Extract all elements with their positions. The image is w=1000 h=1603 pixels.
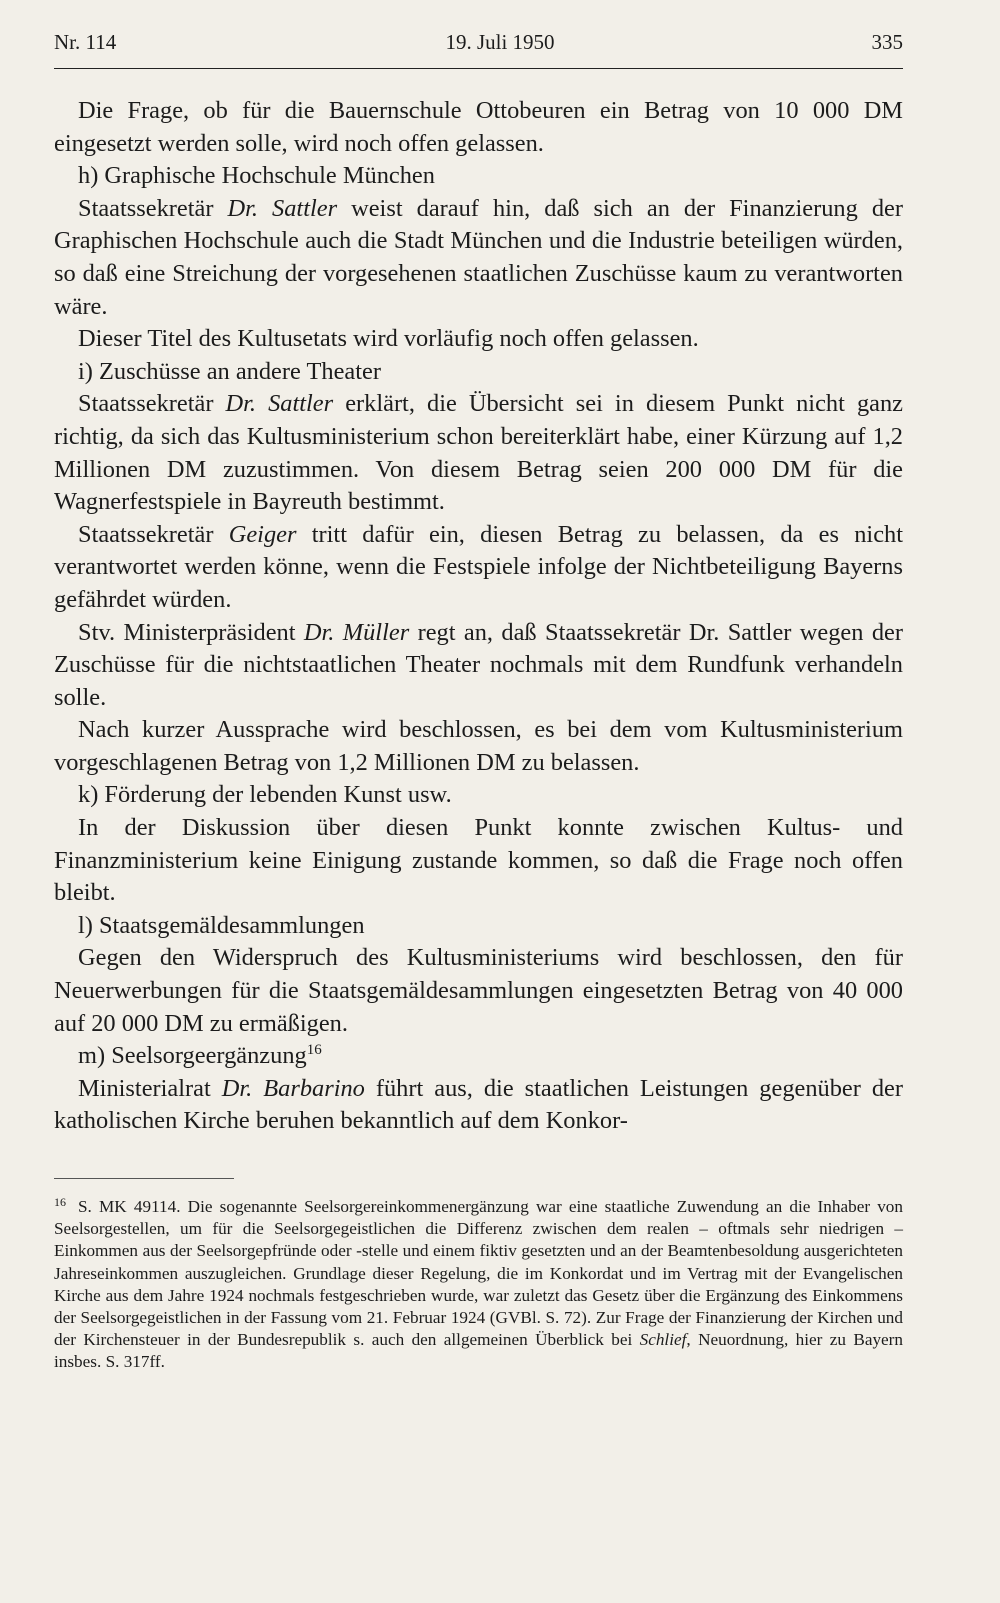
person-name: Dr. Müller — [303, 618, 410, 646]
person-name: Dr. Sattler — [225, 390, 334, 418]
paragraph — [54, 714, 903, 779]
footnote-text: S. MK 49114. Die sogenannte Seelsorgereinkommenergänzung war eine staatliche Zuwendung an die Inhaber von Seelsorgestellen, um für die Seelsorgegeistlichen die Differenz zwischen dem realen – oftmals sehr niedrigen – Einkommen aus der Seelsorgepfründe oder -stelle und einem fiktiv gesetzten und an der Beamtenbesoldung ausgerichteten Jahreseinkommen auszugleichen. Grundlage dieser Regelung, die im Konkordat und im Vertrag mit der Evangelischen Kirche aus dem Jahre 1924 nochmals festgeschrieben wurde, war zuletzt das Gesetz über die Ergänzung des Einkommens der Seelsorgegeistlichen in der Fassung vom 21. Februar 1924 (GVBl. S. 72). Zur Frage der Finanzierung der Kirchen und der Kirchensteuer in der Bundesrepublik s. auch den allgemeinen Überblick bei — [54, 1197, 903, 1350]
paragraph — [54, 1073, 903, 1138]
paragraph — [54, 1040, 903, 1073]
paragraph — [54, 388, 903, 518]
person-name: Dr. Sattler — [227, 194, 338, 222]
paragraph — [54, 519, 903, 617]
running-header — [54, 0, 903, 64]
footnote-number: 16 — [54, 1195, 66, 1209]
paragraph — [54, 193, 903, 323]
text-run: erklärt, die Übersicht sei in diesem Punkt nicht ganz richtig, da sich das Kultusministerium schon bereiterklärt habe, einer Kürzung auf 1,2 Millionen DM zuzustimmen. Von diesem Betrag seien 200 000 DM für die Wagnerfestspiele in Bayreuth bestimmt. — [54, 390, 903, 516]
paragraph — [54, 323, 903, 356]
person-name: Dr. Barbarino — [221, 1074, 365, 1102]
text-run: tritt dafür ein, diesen Betrag zu belassen, da es nicht verantwortet werden könne, wenn die Festspiele infolge der Nichtbeteiligung Bayerns gefährdet würden. — [54, 520, 903, 613]
text-run: Staatssekretär — [78, 390, 226, 418]
paragraph — [54, 356, 903, 389]
paragraph — [54, 910, 903, 943]
text-run: l) Staatsgemäldesammlungen — [78, 911, 365, 939]
text-run: Staatssekretär — [78, 194, 228, 222]
text-run: Dieser Titel des Kultusetats wird vorläufig noch offen gelassen. — [78, 325, 699, 353]
paragraph — [54, 942, 903, 1040]
text-run: führt aus, die staatlichen Leistungen gegenüber der katholischen Kirche beruhen bekanntlich auf dem Konkor- — [54, 1074, 903, 1135]
text-run: Stv. Ministerpräsident — [78, 618, 304, 646]
text-run: regt an, daß Staatssekretär Dr. Sattler wegen der Zuschüsse für die nichtstaatlichen Theater nochmals mit dem Rundfunk verhandeln solle. — [54, 618, 903, 711]
text-run: h) Graphische Hochschule München — [78, 162, 435, 190]
paragraph — [54, 95, 903, 160]
issue-number: Nr. 114 — [54, 30, 117, 54]
person-name: Geiger — [228, 520, 297, 548]
footnotes — [54, 1191, 903, 1374]
header-rule — [54, 68, 903, 69]
text-run: Nach kurzer Aussprache wird beschlossen, es bei dem vom Kultusministerium vorgeschlagenen Betrag von 1,2 Millionen DM zu belassen. — [54, 716, 903, 776]
text-run: i) Zuschüsse an andere Theater — [78, 357, 381, 385]
text-run: In der Diskussion über diesen Punkt konnte zwischen Kultus- und Finanzministerium keine Einigung zustande kommen, so daß die Frage noch offen bleibt. — [54, 814, 903, 907]
session-date: 19. Juli 1950 — [445, 30, 555, 54]
paragraph — [54, 812, 903, 910]
text-run: Staatssekretär — [78, 520, 229, 548]
text-run: m) Seelsorgeergänzung — [78, 1042, 307, 1070]
paragraph — [54, 617, 903, 715]
text-run: Gegen den Widerspruch des Kultusministeriums wird beschlossen, den für Neuerwerbungen für die Staatsgemäldesammlungen eingesetzten Betrag von 40 000 auf 20 000 DM zu ermäßigen. — [54, 944, 903, 1037]
footnote-text: , Neuordnung, hier zu Bayern insbes. S. 317ff. — [54, 1330, 903, 1372]
paragraph — [54, 779, 903, 812]
text-run: Ministerialrat — [78, 1074, 222, 1102]
footnote-rule — [54, 1178, 234, 1179]
footnote-ref: 16 — [306, 1042, 322, 1059]
author-name: Schlief — [639, 1330, 687, 1350]
page-number: 335 — [871, 30, 903, 54]
footnote-16 — [54, 1191, 903, 1374]
text-run: Die Frage, ob für die Bauernschule Ottobeuren ein Betrag von 10 000 DM eingesetzt werden solle, wird noch offen gelassen. — [54, 97, 903, 157]
paragraph — [54, 160, 903, 193]
main-text — [54, 95, 903, 1138]
text-run: weist darauf hin, daß sich an der Finanzierung der Graphischen Hochschule auch die Stadt München und die Industrie beteiligen würden, so daß eine Streichung der vorgesehenen staatlichen Zuschüsse kaum zu verantworten wäre. — [54, 194, 903, 320]
text-run: k) Förderung der lebenden Kunst usw. — [78, 781, 452, 809]
